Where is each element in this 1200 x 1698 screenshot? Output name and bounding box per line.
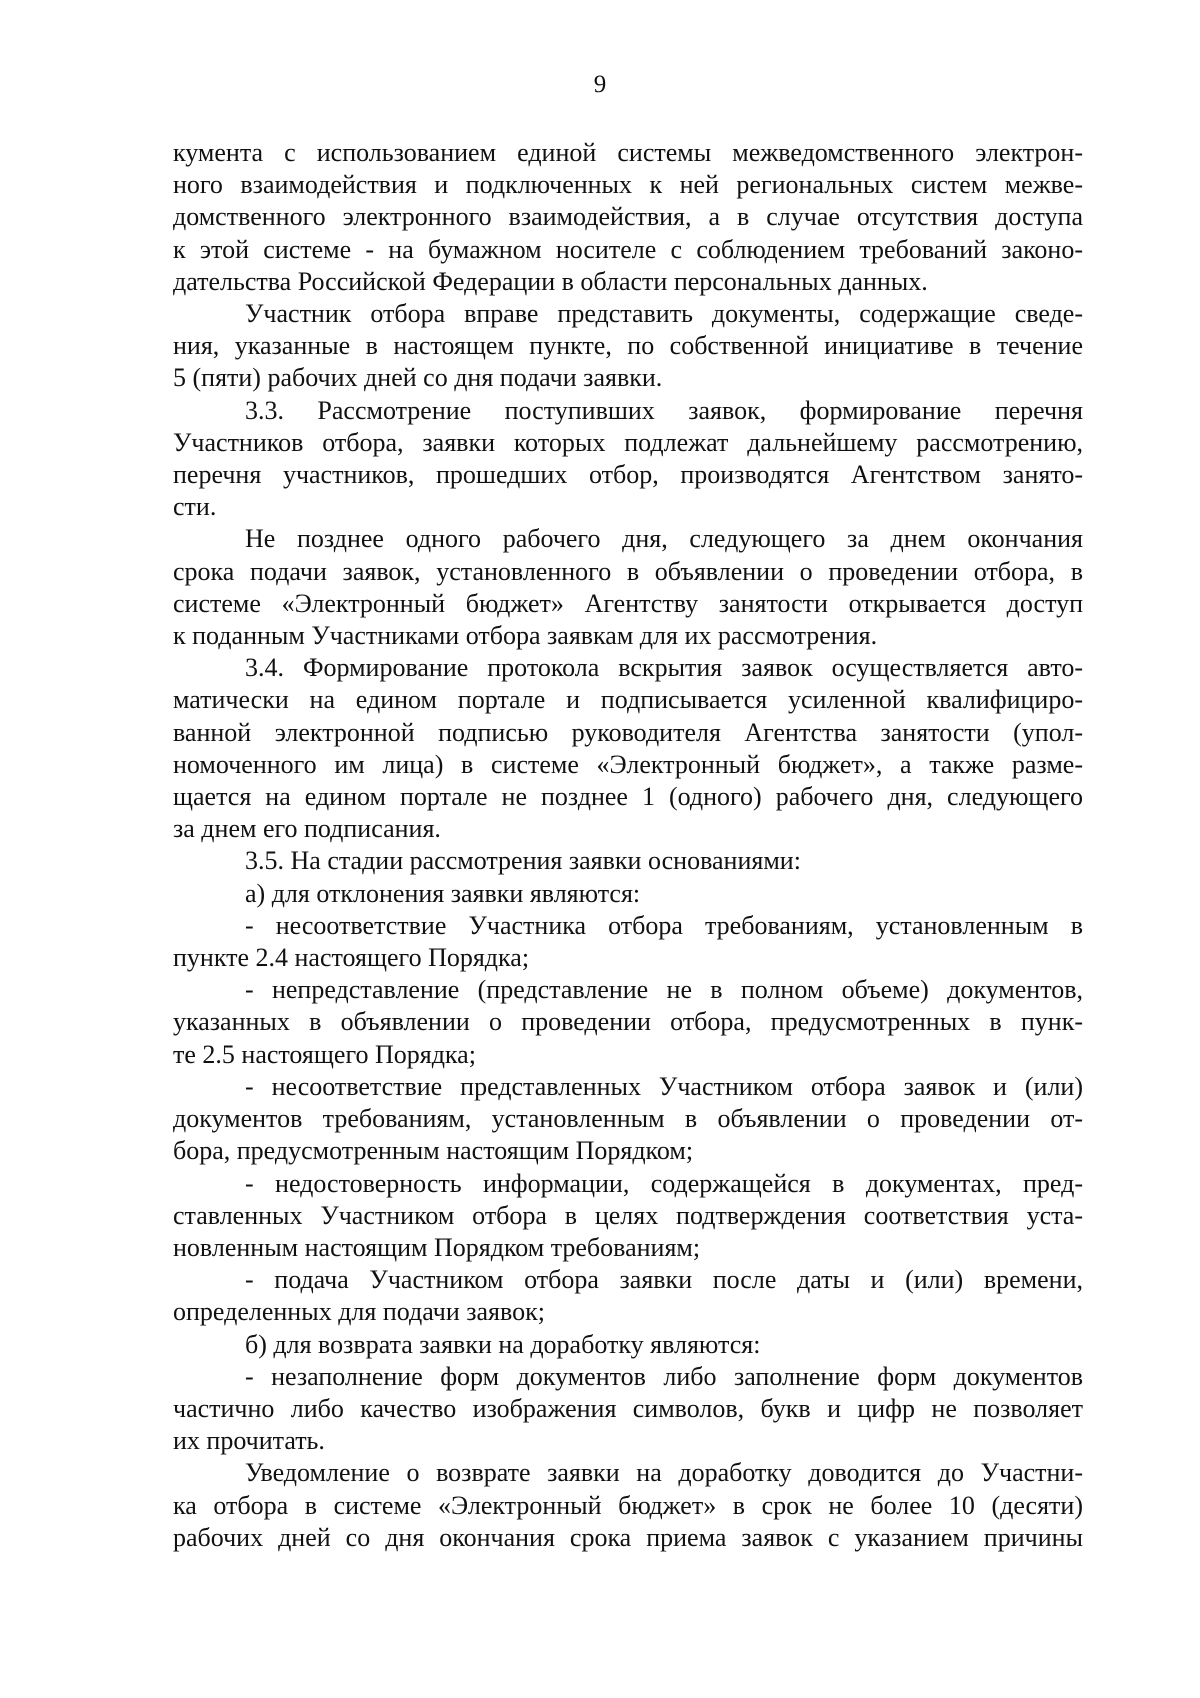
text-line: документов требованиям, установленным в объявлении о проведении от- — [173, 1104, 1083, 1134]
text-line: бора, предусмотренным настоящим Порядком; — [173, 1136, 694, 1166]
text-line: определенных для подачи заявок; — [173, 1297, 545, 1327]
text-line: системе «Электронный бюджет» Агентству занятости открывается доступ — [173, 588, 1083, 618]
text-line: - непредставление (представление не в полном объеме) документов, — [245, 975, 1083, 1005]
text-line: ния, указанные в настоящем пункте, по собственной инициативе в течение — [173, 331, 1083, 361]
page-number: 9 — [593, 71, 607, 98]
text-line: ного взаимодействия и подключенных к ней региональных систем межве- — [173, 170, 1083, 200]
text-line: кумента с использованием единой системы межведомственного электрон- — [173, 138, 1083, 167]
text-line: 5 (пяти) рабочих дней со дня подачи заявки. — [173, 363, 663, 393]
text-line: частично либо качество изображения символов, букв и цифр не позволяет — [173, 1393, 1083, 1423]
paragraph — [173, 974, 1083, 1071]
paragraph — [173, 1168, 1083, 1265]
text-line: 3.5. На стадии рассмотрения заявки основаниями: — [245, 846, 801, 876]
paragraph — [173, 1457, 1083, 1554]
text-line: Не позднее одного рабочего дня, следующего за днем окончания — [245, 524, 1083, 554]
text-line: - несоответствие Участника отбора требованиям, установленным в — [245, 910, 1083, 940]
paragraph — [173, 523, 1083, 652]
paragraph — [173, 878, 1083, 910]
paragraph — [173, 298, 1083, 395]
document-body — [173, 137, 1083, 1554]
text-line: новленным настоящим Порядком требованиям; — [173, 1232, 701, 1262]
text-line: те 2.5 настоящего Порядка; — [173, 1039, 476, 1069]
text-line: матически на едином портале и подписывается усиленной квалифициро- — [173, 685, 1083, 715]
text-line: щается на едином портале не позднее 1 (одного) рабочего дня, следующего — [173, 782, 1083, 812]
text-line: сти. — [173, 492, 217, 522]
text-line: их прочитать. — [173, 1426, 325, 1456]
text-line: б) для возврата заявки на доработку являются: — [245, 1329, 761, 1359]
text-line: - незаполнение форм документов либо заполнение форм документов — [245, 1361, 1083, 1391]
text-line: - недостоверность информации, содержащейся в документах, пред- — [245, 1168, 1083, 1198]
paragraph — [173, 1071, 1083, 1168]
text-line: - несоответствие представленных Участником отбора заявок и (или) — [245, 1071, 1083, 1101]
paragraph — [173, 845, 1083, 877]
text-line: - подача Участником отбора заявки после даты и (или) времени, — [245, 1265, 1083, 1295]
text-line: домственного электронного взаимодействия, а в случае отсутствия доступа — [173, 202, 1083, 232]
text-line: к поданным Участниками отбора заявкам для их рассмотрения. — [173, 621, 878, 651]
text-line: ставленных Участником отбора в целях подтверждения соответствия уста- — [173, 1200, 1083, 1230]
text-line: 3.3. Рассмотрение поступивших заявок, формирование перечня — [245, 395, 1083, 425]
text-line: ванной электронной подписью руководителя Агентства занятости (упол- — [173, 717, 1083, 747]
text-line: 3.4. Формирование протокола вскрытия заявок осуществляется авто- — [245, 653, 1083, 683]
text-line: Уведомление о возврате заявки на доработку доводится до Участни- — [245, 1458, 1083, 1488]
text-line: указанных в объявлении о проведении отбора, предусмотренных в пунк- — [173, 1007, 1083, 1037]
paragraph — [173, 910, 1083, 974]
text-line: Участник отбора вправе представить документы, содержащие сведе- — [245, 299, 1083, 329]
text-line: а) для отклонения заявки являются: — [245, 878, 641, 908]
text-line: за днем его подписания. — [173, 814, 441, 844]
text-line: рабочих дней со дня окончания срока приема заявок с указанием причины — [173, 1522, 1083, 1552]
text-line: пункте 2.4 настоящего Порядка; — [173, 943, 530, 973]
paragraph — [173, 652, 1083, 845]
text-line: дательства Российской Федерации в области персональных данных. — [173, 266, 928, 296]
paragraph — [173, 1264, 1083, 1328]
paragraph — [173, 1329, 1083, 1361]
paragraph — [173, 137, 1083, 298]
text-line: перечня участников, прошедших отбор, производятся Агентством занято- — [173, 460, 1083, 490]
paragraph — [173, 395, 1083, 524]
paragraph — [173, 1361, 1083, 1458]
text-line: Участников отбора, заявки которых подлежат дальнейшему рассмотрению, — [173, 427, 1083, 457]
text-line: номоченного им лица) в системе «Электронный бюджет», а также разме- — [173, 749, 1083, 779]
text-line: ка отбора в системе «Электронный бюджет» в срок не более 10 (десяти) — [173, 1490, 1083, 1520]
text-line: срока подачи заявок, установленного в объявлении о проведении отбора, в — [173, 556, 1083, 586]
text-line: к этой системе - на бумажном носителе с соблюдением требований законо- — [173, 234, 1083, 264]
